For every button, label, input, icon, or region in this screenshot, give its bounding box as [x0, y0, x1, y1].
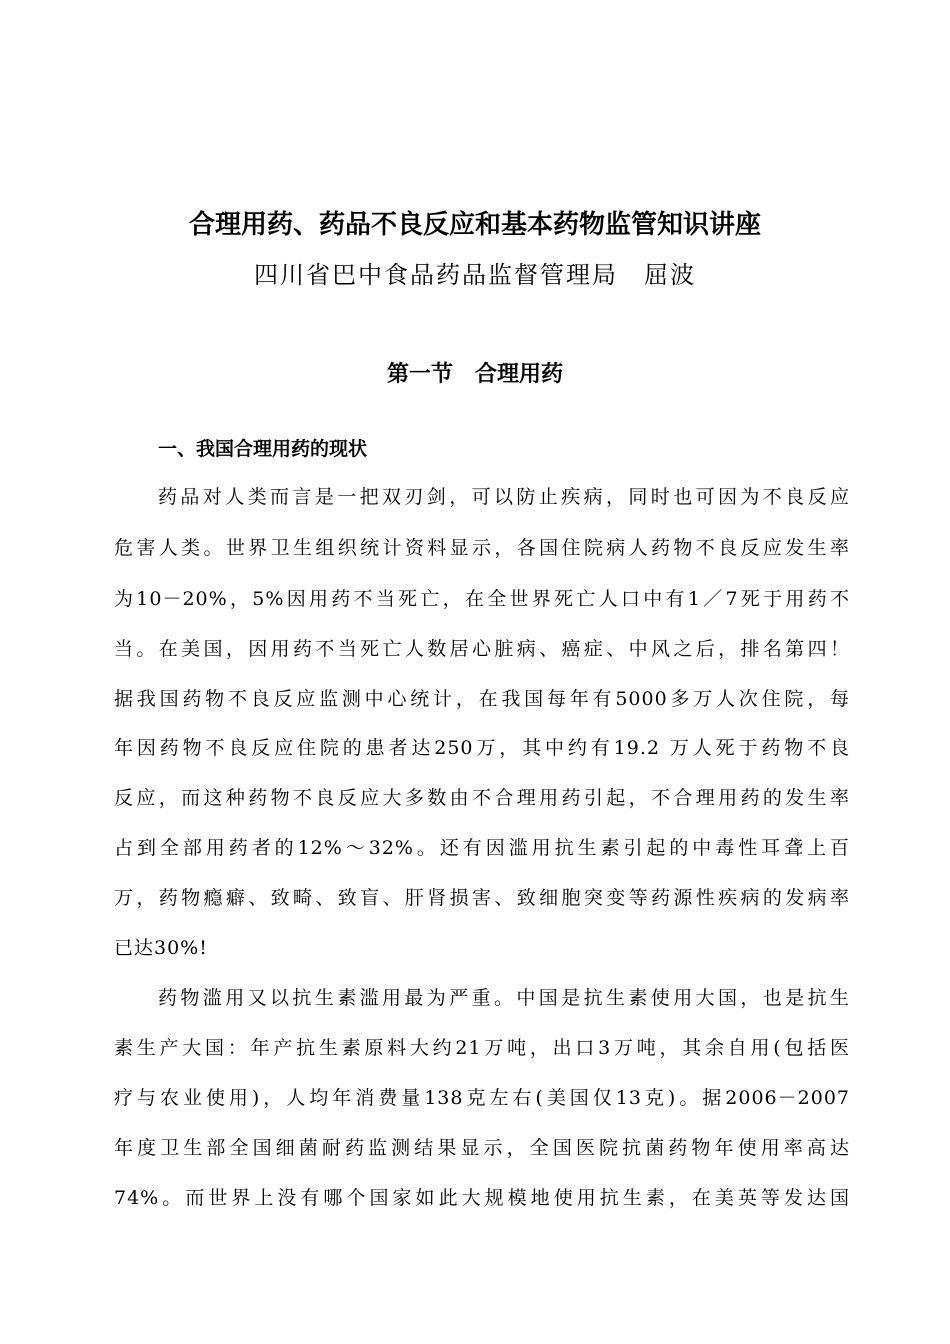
document-title: 合理用药、药品不良反应和基本药物监管知识讲座: [188, 210, 761, 240]
paragraph-1-line: 药品对人类而言是一把双刃剑，可以防止疾病，同时也可因为不良反应: [158, 486, 850, 508]
section-title: 第一节 合理用药: [386, 362, 563, 387]
paragraph-2-line: 疗与农业使用)，人均年消费量138克左右(美国仅13克)。据2006－2007: [114, 1087, 850, 1109]
paragraph-1-line: 当。在美国，因用药不当死亡人数居心脏病、癌症、中风之后，排名第四！: [114, 638, 850, 660]
author-line: 四川省巴中食品药品监督管理局 屈波: [254, 261, 696, 289]
paragraph-1-line: 万，药物瘾癖、致畸、致盲、肝肾损害、致细胞突变等药源性疾病的发病率: [114, 887, 850, 909]
paragraph-1-line: 反应，而这种药物不良反应大多数由不合理用药引起，不合理用药的发生率: [114, 787, 850, 809]
paragraph-1-line: 为10－20%，5%因用药不当死亡，在全世界死亡人口中有1／7死于用药不: [114, 588, 850, 610]
paragraph-2-line: 年度卫生部全国细菌耐药监测结果显示，全国医院抗菌药物年使用率高达: [114, 1137, 850, 1159]
paragraph-2-line: 药物滥用又以抗生素滥用最为严重。中国是抗生素使用大国，也是抗生: [158, 987, 850, 1009]
paragraph-1-line: 危害人类。世界卫生组织统计资料显示，各国住院病人药物不良反应发生率: [114, 537, 850, 559]
paragraph-1-line: 已达30%!: [114, 937, 208, 959]
paragraph-1-line: 年因药物不良反应住院的患者达250万，其中约有19.2 万人死于药物不良: [114, 737, 850, 759]
paragraph-2-line: 素生产大国：年产抗生素原料大约21万吨，出口3万吨，其余自用(包括医: [114, 1037, 850, 1059]
paragraph-1-line: 占到全部用药者的12%～32%。还有因滥用抗生素引起的中毒性耳聋上百: [114, 837, 850, 859]
paragraph-1-line: 据我国药物不良反应监测中心统计，在我国每年有5000多万人次住院，每: [114, 688, 850, 710]
subsection-title: 一、我国合理用药的现状: [158, 438, 368, 460]
paragraph-2-line: 74%。而世界上没有哪个国家如此大规模地使用抗生素，在美英等发达国: [114, 1187, 850, 1209]
